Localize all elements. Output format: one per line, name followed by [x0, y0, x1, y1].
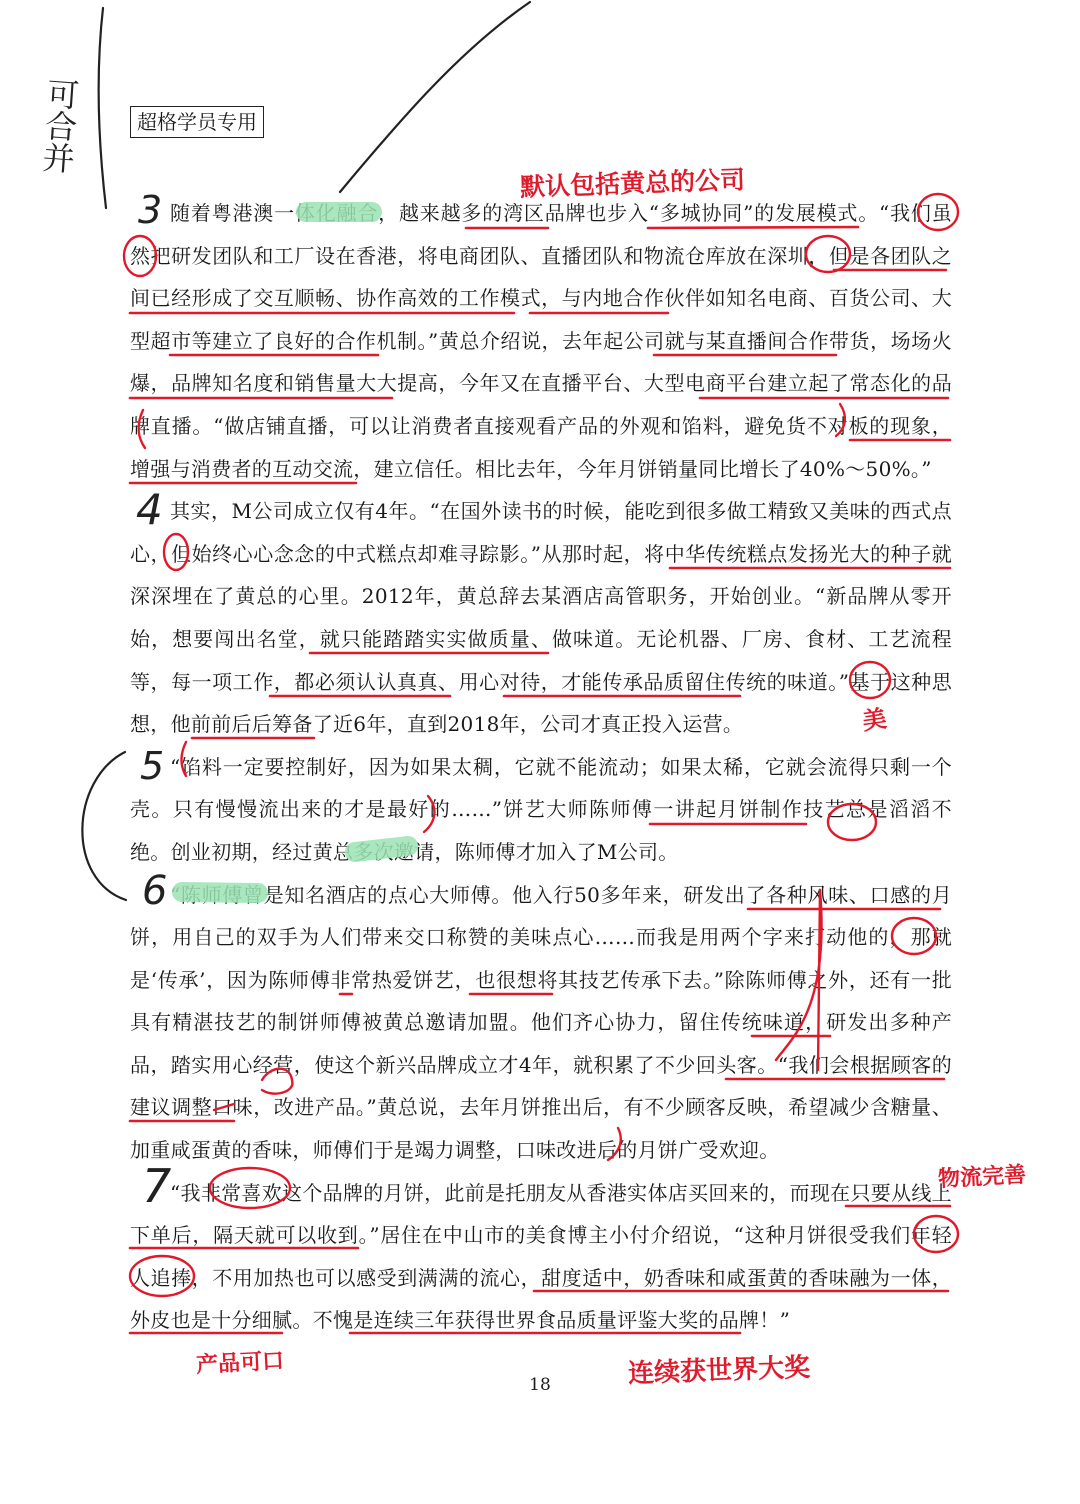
paragraph-5: “我非常喜欢这个品牌的月饼，此前是托朋友从香港实体店买回来的，而现在只要从线上下单后，隔天就可以收到。”居住在中山市的美食博主小付介绍说，“这种月饼很受我们年轻人追捧，不用加热也可以感受到满满的流心，甜度适中，奶香味和咸蛋黄的香味融为一体，外皮也是十分细腻。不愧是连续三年获得世界食品质量评鉴大奖的品牌！”	[130, 1180, 952, 1333]
note-logistics: 物流完善	[937, 1162, 1027, 1193]
note-product: 产品可口	[195, 1348, 285, 1379]
paragraph-3: “馅料一定要控制好，因为如果太稠，它就不能流动；如果太稀，它就会流得只剩一个壳。只有慢慢流出来的才是最好的……”饼艺大师陈师傅一讲起月饼制作技艺总是滔滔不绝。创业初期，经过黄总多次邀请，陈师傅才加入了M公司。	[130, 754, 952, 864]
pencil-strokes	[82, 2, 530, 900]
paragraph-4: “陈师傅曾是知名酒店的点心大师傅。他入行50多年来，研发出了各种风味、口感的月饼，用自己的双手为人们带来交口称赞的美味点心……而我是用两个字来打动他的，那就是‘传承’，因为陈师傅非常热爱饼艺，也很想将其技艺传承下去。”除陈师傅之外，还有一批具有精湛技艺的制饼师傅被黄总邀请加盟。他们齐心协力，留住传统味道，研发出多种产品，踏实用心经营，使这个新兴品牌成立才4年，就积累了不少回头客。“我们会根据顾客的建议调整口味，改进产品。”黄总说，去年月饼推出后，有不少顾客反映，希望减少含糖量、加重咸蛋黄的香味，师傅们于是竭力调整，口味改进后的月饼广受欢迎。	[130, 882, 952, 1163]
paragraph-number-7: 7	[142, 1159, 172, 1213]
header-tag: 超格学员专用	[130, 106, 264, 138]
note-brand: 默认包括黄总的公司	[519, 165, 746, 202]
paragraph-1: 随着粤港澳一体化融合，越来越多的湾区品牌也步入“多城协同”的发展模式。“我们虽然把研发团队和工厂设在香港，将电商团队、直播团队和物流仓库放在深圳，但是各团队之间已经形成了交互顺畅、协作高效的工作模式，与内地合作伙伴如知名电商、百货公司、大型超市等建立了良好的合作机制。”黄总介绍说，去年起公司就与某直播间合作带货，场场火爆，品牌知名度和销售量大大提高，今年又在直播平台、大型电商平台建立起了常态化的品牌直播。“做店铺直播，可以让消费者直接观看产品的外观和馅料，避免货不对板的现象，增强与消费者的互动交流，建立信任。相比去年，今年月饼销量同比增长了40%～50%。”	[130, 201, 952, 481]
note-idea: 美	[860, 704, 889, 736]
note-award: 连续获世界大奖	[627, 1352, 811, 1390]
red-circles-and-marks	[124, 194, 958, 1296]
paragraph-number-6: 6	[142, 868, 168, 914]
paragraph-number-4: 4	[136, 485, 163, 534]
paragraph-number-5: 5	[140, 744, 165, 788]
paragraph-number-3: 3	[138, 188, 163, 232]
page-number: 18	[529, 1375, 551, 1395]
margin-note-merge: 可合并	[36, 76, 82, 175]
paragraph-2: 其实，M公司成立仅有4年。“在国外读书的时候，能吃到很多做工精致又美味的西式点心，但始终心心念念的中式糕点却难寻踪影。”从那时起，将中华传统糕点发扬光大的种子就深深埋在了黄总的心里。2012年，黄总辞去某酒店高管职务，开始创业。“新品牌从零开始，想要闯出名堂，就只能踏踏实实做质量、做味道。无论机器、厂房、食材、工艺流程等，每一项工作，都必须认认真真、用心对待，才能传承品质留住传统的味道。”基于这种思想，他前前后后筹备了近6年，直到2018年，公司才真正投入运营。	[130, 499, 952, 737]
